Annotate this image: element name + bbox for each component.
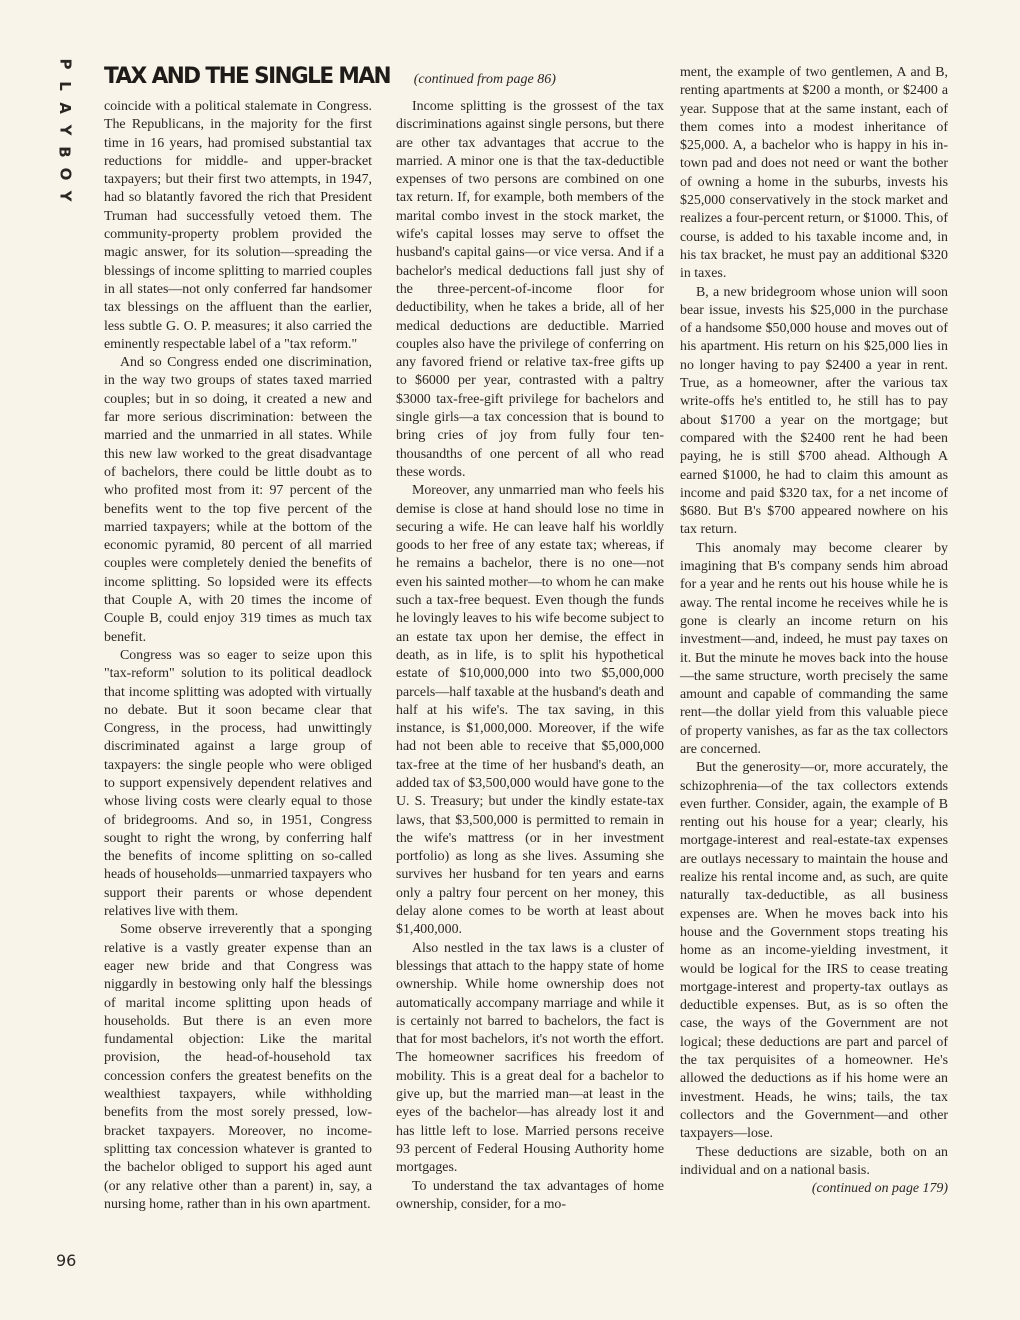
paragraph: These deductions are sizable, both on an individual and on a national basis. [680, 1144, 948, 1178]
paragraph: Also nestled in the tax laws is a cluster of blessings that attach to the happy state of home ownership. While home ownership does not automatically accompany marriage and while it is certainly not barred to bachelors, the fact is that for most bachelors, it's not worth the effort. The homeowner sacrifices his freedom of mobility. This is a great deal for a bachelor to give up, but the married man—at least in the eyes of the bachelor—has already lost it and has little left to lose. Married persons receive 93 percent of Federal Housing Authority home mortgages. [396, 940, 664, 1176]
paragraph: Moreover, any unmarried man who feels his demise is close at hand should lose no time in securing a wife. He can leave half his worldly goods to her free of any estate tax; whereas, if he remains a bachelor, there is no one—not even his sainted mother—to whom he can make such a tax-free bequest. Even though the funds he lovingly leaves to his wife become subject to an estate tax upon her demise, the effect in death, as in life, is to split his hypothetical estate of $10,000,000 into two $5,000,000 parcels—half taxable at the husband's death and half at his wife's. The tax saving, in this instance, is $1,000,000. Moreover, if the wife had not been able to receive that $5,000,000 tax-free at the time of her husband's death, an added tax of $3,500,000 would have gone to the U. S. Treasury; but under the kindly estate-tax laws, that $3,500,000 is permitted to remain in the wife's mattress (or in her investment portfolio) as long as she lives. Assuming she survives her husband for ten years and earns only a paltry four percent on her money, this delay alone comes to be worth at least about $1,400,000. [396, 483, 664, 938]
logo-letter: Y [56, 190, 74, 202]
article-title: TAX AND THE SINGLE MAN [104, 64, 390, 89]
paragraph: This anomaly may become clearer by imagining that B's company sends him abroad for a year and he rents out his house while he is away. The rental income he receives while he is gone is clearly an income return on his investment—and, indeed, he must pay taxes on it. But the minute he moves back into the house—the same structure, worth precisely the same amount and capable of commanding the same rent—the dollar yield from this valuable piece of property vanishes, as far as the tax collectors are concerned. [680, 540, 948, 757]
logo-letter: A [55, 102, 74, 114]
logo-letter: P [56, 58, 74, 70]
paragraph: B, a new bridegroom whose union will soon bear issue, invests his $25,000 in the purchase of a handsome $50,000 house and moves out of his apartment. His return on his $25,000 lies in no longer having to pay $2400 a year in rent. True, as a homeowner, after the various tax write-offs he's entitled to, he still has to pay about $1700 a year on the mortgage; but compared with the $2400 rent he had been paying, he is still $700 ahead. Although A earned $1000, he had to claim this amount as income and paid $320 tax, for a net income of $680. But B's $700 appeared nowhere on his tax return. [680, 284, 948, 538]
page-number: 96 [56, 1251, 77, 1270]
paragraph: coincide with a political stalemate in Congress. The Republicans, in the majority for the first time in 16 years, had promised substantial tax reductions for middle- and upper-bracket taxpayers; but their first two attempts, in 1947, had so blatantly favored the rich that President Truman had successfully vetoed them. The community-property problem provided the magic answer, for its solution—spreading the blessings of income splitting to married couples in all states—not only conferred far handsomer tax blessings on the affluent than the earlier, less subtle G. O. P. measures; it also carried the eminently respectable label of a "tax reform." [104, 99, 372, 352]
paragraph: But the generosity—or, more accurately, the schizophrenia—of the tax collectors extends even further. Consider, again, the example of B renting out his house for a year; clearly, his mortgage-interest and real-estate-tax expenses are outlays necessary to maintain the house and realize his rental income and, as such, are quite naturally tax-deductible, as all business expenses are. When he moves back into his house and the Government stops treating his home as an income-yielding investment, it would be logical for the IRS to cease treating mortgage-interest and property-tax outlays as deductible expenses. But, as is so often the case, the ways of the Government are not logical; these deductions are part and parcel of the tax perquisites of a homeowner. He's allowed the deductions as if his home were an investment. Heads, he wins; tails, the tax collectors and the Government—and other taxpayers—lose. [680, 760, 948, 1142]
magazine-logo-vertical [52, 55, 78, 205]
logo-letter: B [56, 146, 74, 158]
logo-letter: O [55, 167, 74, 181]
paragraph: And so Congress ended one discrimination, in the way two groups of states taxed married couples; but in so doing, it created a new and far more serious discrimination: between the married and the unmarried in all states. While this new law worked to the great disadvantage of bachelors, there could be little doubt as to who profited most from it: 97 percent of the benefits went to the top five percent of the married taxpayers; while at the bottom of the economic pyramid, 80 percent of all married couples were completely denied the benefits of income splitting. So lopsided were its effects that Couple A, with 20 times the income of Couple B, could enjoy 319 times as much tax benefit. [104, 355, 372, 645]
paragraph: To understand the tax advantages of home ownership, consider, for a mo- [396, 1178, 664, 1212]
article-header [104, 64, 556, 92]
paragraph: Income splitting is the grossest of the tax discriminations against single persons, but there are other tax advantages that accrue to the married. A minor one is that the tax-deductible expenses of two persons are combined on one tax return. If, for example, both members of the marital combo invest in the stock market, the wife's capital losses may serve to offset the husband's capital gains—or vice versa. And if a bachelor's medical deductions fall just shy of the three-percent-of-income floor for deductibility, when he takes a bride, all of her medical deductions are deductible. Married couples also have the privilege of conferring on any favored friend or relative tax-free gifts up to $6000 per year, contrasted with a paltry $3000 tax-free-gift privilege for bachelors and single girls—a tax concession that is bound to bring cries of joy from fully four ten-thousandths of one percent of all who read these words. [396, 99, 664, 480]
paragraph: Some observe irreverently that a sponging relative is a vastly greater expense than an eager new bride and that Congress was niggardly in bestowing only half the blessings of marital income splitting upon heads of households. But there is an even more fundamental objection: Like the marital provision, the head-of-household tax concession confers the greatest benefits on the wealthiest taxpayers, while withholding benefits from the most sorely pressed, low-bracket taxpayers. Moreover, no income-splitting tax concession whatever is granted to the bachelor obliged to support his aged aunt (or any relative other than a parent) in, say, a nursing home, rather than in his own apartment. [104, 922, 372, 1212]
continued-on-note: (continued on page 179) [811, 1181, 948, 1197]
text-column-3 [680, 64, 948, 1198]
paragraph: Congress was so eager to seize upon this "tax-reform" solution to its political deadlock that income splitting was adopted with virtually no debate. But it soon became clear that Congress, in the process, had unwittingly discriminated against a large group of taxpayers: the single people who were obliged to support expensively dependent relatives and whose living costs were clearly equal to those of bridegrooms. And so, in 1951, Congress sought to right the wrong, by conferring half the benefits of income splitting on so-called heads of households—unmarried taxpayers who support their parents or whose dependent relatives live with them. [104, 647, 372, 920]
paragraph: ment, the example of two gentlemen, A and B, renting apartments at $200 a month, or $2400 a year. Suppose that at the same instant, each of them comes into a modest inheritance of $25,000. A, a bachelor who is happy in his in-town pad and does not need or want the bother of owning a home in the suburbs, invests his $25,000 conservatively in the stock market and realizes a four-percent return, or $1000. This, of course, is added to his taxable income and, in his tax bracket, he must pay an additional $320 in taxes. [680, 65, 948, 282]
logo-letter: Y [56, 124, 74, 136]
logo-letter: L [56, 81, 74, 91]
continued-from-note: (continued from page 86) [413, 72, 556, 87]
text-column-1 [104, 98, 372, 1214]
text-column-2 [396, 98, 664, 1214]
